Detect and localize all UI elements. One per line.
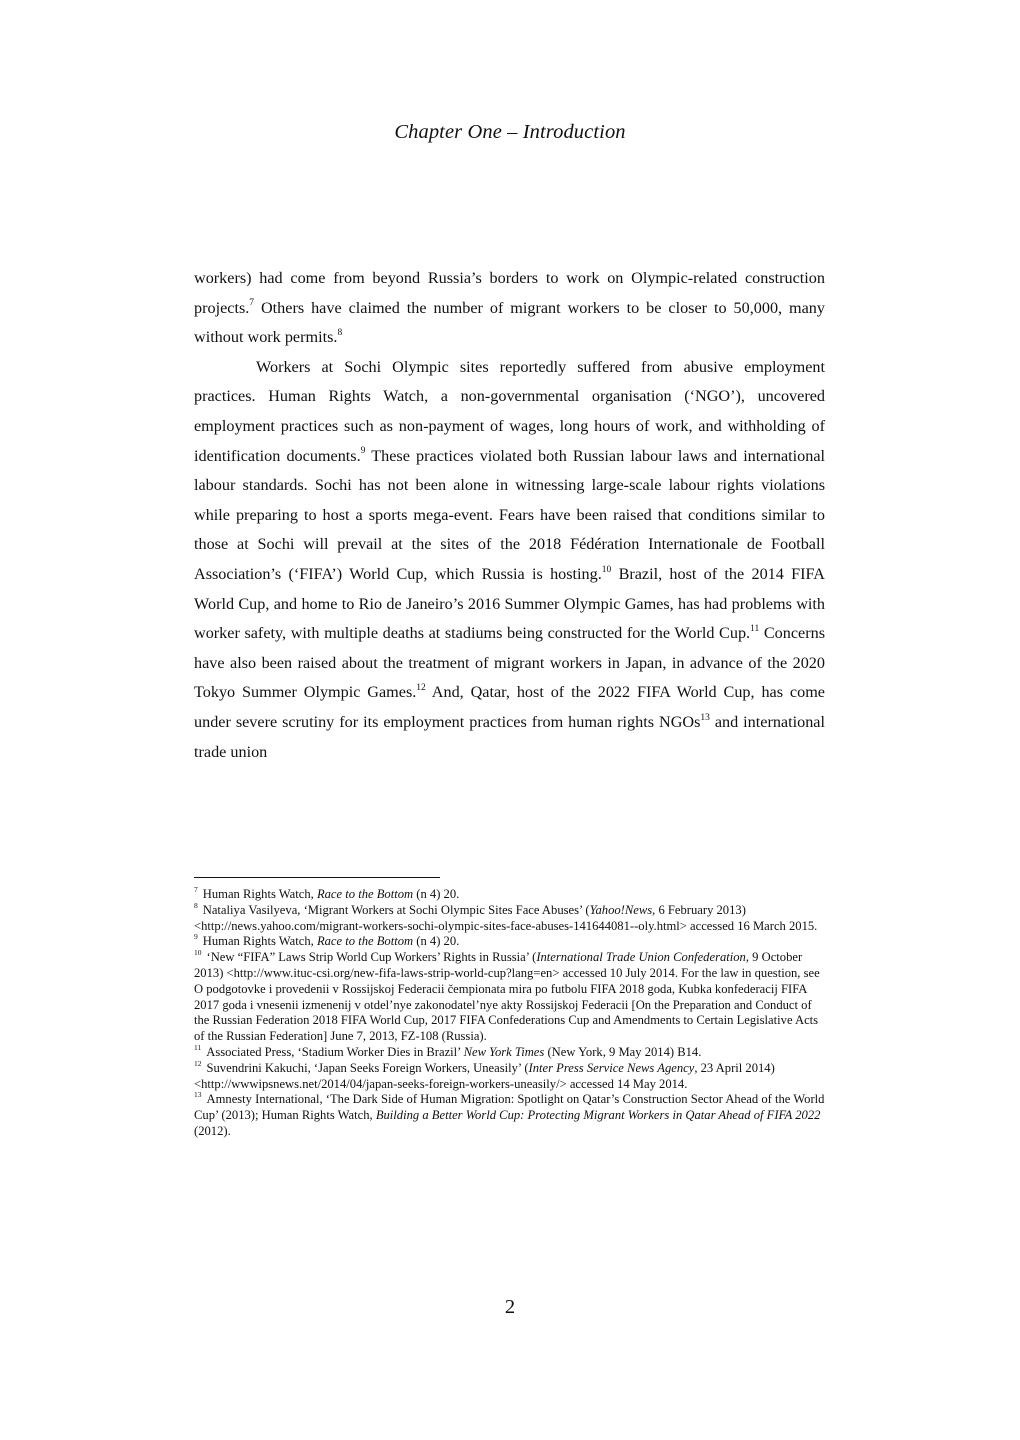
text-run: Brazil, host of the 2014 FIFA World Cup, and home to Rio de Janeiro’s 2016 Summer Olympic Games, has had problems with worker safety, with multiple deaths at stadiums being constructed for the World Cup. [194,564,826,643]
footnote-ref-11[interactable]: 11 [750,623,760,634]
text-run: Concerns have also been raised about the treatment of migrant workers in Japan, in advance of the 2020 Tokyo Summer Olympic Games. [194,624,825,702]
footnote-ref-9[interactable]: 9 [360,446,366,457]
footnote-title: Race to the Bottom [316,887,414,901]
page-number: 2 [504,1296,516,1318]
text-run: Workers at Sochi Olympic sites reportedly suffered from abusive employment practices. Human Rights Watch, a non-governmental organisation (‘NGO’), uncovered employment practices such as non-payment of wages, long hours of work, and withholding of identification documents. [194,357,825,465]
footnote-title: International Trade Union Confederation [536,950,746,965]
footnote-number: 13 [194,1090,202,1100]
footnote-number: 7 [194,884,198,894]
footnote-text: Human Rights Watch, [202,887,317,901]
footnote-ref-13[interactable]: 13 [700,712,710,723]
footnote-11 [194,1042,825,1061]
text-run: workers) had come from beyond Russia’s borders to work on Olympic-related construction projects. [194,269,825,317]
paragraph-1 [194,264,825,353]
footnote-text: Associated Press, ‘Stadium Worker Dies in Brazil’ [206,1044,464,1059]
paragraph-2 [194,353,825,767]
footnote-text: Amnesty International, ‘The Dark Side of Human Migration: Spotlight on Qatar’s Construction Sector Ahead of the World Cup’ (2013); Human Rights Watch, [194,1092,825,1123]
footnote-title: Inter Press Service News Agency [528,1060,695,1075]
footnote-text: Nataliya Vasilyeva, ‘Migrant Workers at Sochi Olympic Sites Face Abuses’ ( [202,902,590,917]
footnotes [194,884,825,1140]
footnote-8 [194,900,825,935]
footnote-ref-10[interactable]: 10 [601,564,612,575]
footnote-title: Race to the Bottom [316,934,414,949]
footnote-title: New York Times [463,1044,545,1059]
footnote-7 [194,884,825,903]
footnote-number: 8 [194,900,198,910]
footnote-text: Suvendrini Kakuchi, ‘Japan Seeks Foreign Workers, Uneasily’ ( [206,1060,529,1075]
text-run: And, Qatar, host of the 2022 FIFA World Cup, has come under severe scrutiny for its employment practices from human rights NGOs [194,683,825,731]
footnote-text: , 23 April 2014) <http://wwwipsnews.net/2014/04/japan-seeks-foreign-workers-uneasily/> accessed 14 May 2014. [194,1060,775,1091]
text-run: Others have claimed the number of migrant workers to be closer to 50,000, many without work permits. [194,298,825,347]
footnote-ref-12[interactable]: 12 [416,682,426,693]
footnote-text: , 9 October 2013) <http://www.ituc-csi.org/new-fifa-laws-strip-world-cup?lang=en> accessed 10 July 2014. For the law in question, see O podgotovke i provedenii v Rossijskoj Federacii čempionata mira po futbolu FIFA 2018 goda, Kubka konfederacij FIFA 2017 goda i vnesenii izmenenij v otdel’nye zakonodatel’nye akty Rossijskoj Federacii [On the Preparation and Conduct of the Russian Federation 2018 FIFA World Cup, 2017 FIFA Confederations Cup and Amendments to Certain Legislative Acts of the Russian Federation] June 7, 2013, FZ-108 (Russia). [194,950,820,1044]
body-text [194,264,825,767]
footnote-text: Human Rights Watch, [202,934,317,949]
footnote-number: 12 [194,1058,202,1068]
running-header: Chapter One – Introduction [394,121,626,143]
footnote-title: Yahoo!News [589,902,653,917]
footnote-text: (New York, 9 May 2014) B14. [544,1044,702,1059]
footnote-text: (n 4) 20. [413,934,460,949]
footnote-9 [194,934,825,950]
footnote-ref-8[interactable]: 8 [337,327,343,338]
footnote-13 [194,1092,825,1139]
footnote-number: 9 [194,932,198,942]
footnote-number: 10 [194,948,202,957]
footnote-ref-7[interactable]: 7 [249,298,255,309]
footnote-text: (n 4) 20. [413,887,460,901]
text-run: and international trade union [194,712,825,761]
footnote-title: Building a Better World Cup: Protecting Migrant Workers in Qatar Ahead of FIFA 2022 [375,1108,821,1123]
footnote-text: ‘New “FIFA” Laws Strip World Cup Workers’ Rights in Russia’ ( [206,950,537,965]
footnote-text: , 6 February 2013) <http://news.yahoo.com/migrant-workers-sochi-olympic-sites-face-abuses-141644081--oly.html> accessed 16 March 2015. [194,902,818,933]
footnote-12 [194,1058,825,1093]
text-run: These practices violated both Russian labour laws and international labour standards. Sochi has not been alone in witnessing large-scale labour rights violations while preparing to host a sports mega-event. Fears have been raised that conditions similar to those at Sochi will prevail at the sites of the 2018 Fédération Internationale de Football Association’s (‘FIFA’) World Cup, which Russia is hosting. [194,446,825,583]
footnote-separator [194,877,440,878]
footnote-number: 11 [194,1042,202,1052]
footnote-10 [194,950,825,1045]
footnote-text: (2012). [194,1123,231,1138]
